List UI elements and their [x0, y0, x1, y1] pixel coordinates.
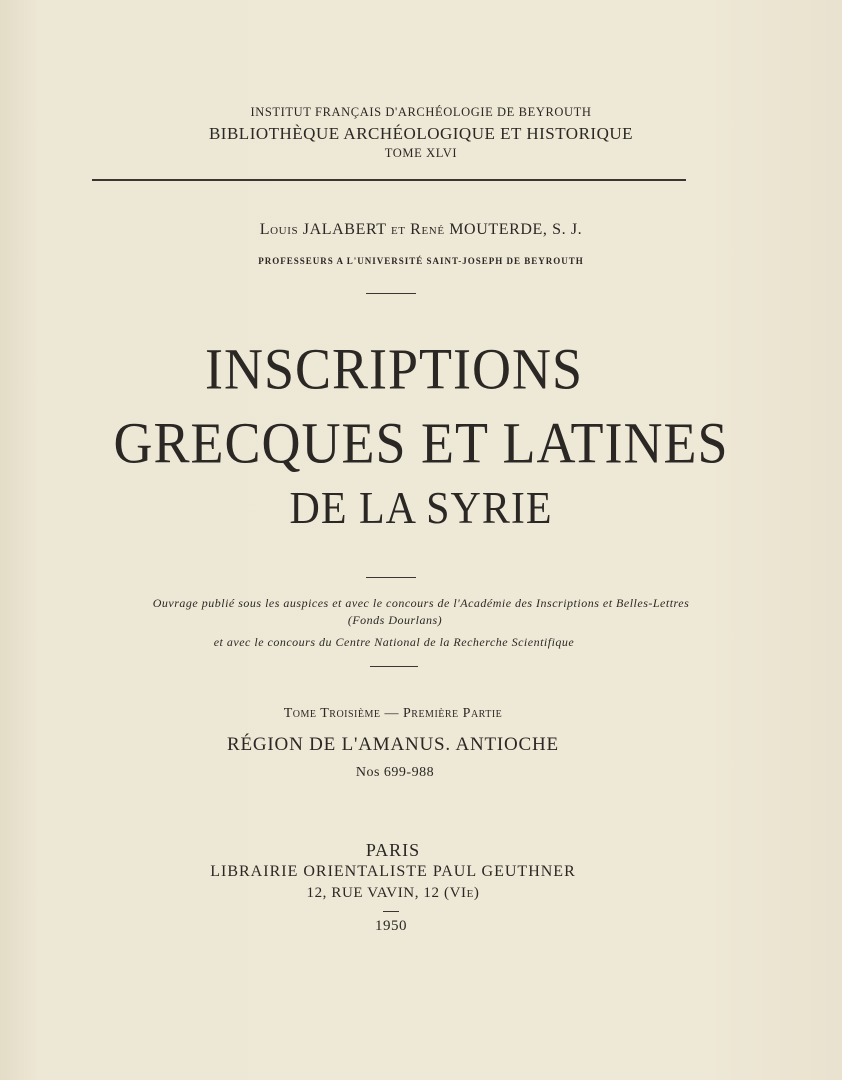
short-rule-3: [370, 666, 418, 667]
imprint-year: 1950: [375, 918, 407, 934]
publication-note-1: Ouvrage publié sous les auspices et avec le concours de l'Académie des Inscriptions et Belles-Lettres: [152, 596, 690, 610]
volume-region: RÉGION DE L'AMANUS. ANTIOCHE: [227, 734, 559, 755]
author-names: Louis JALABERT et René MOUTERDE, S. J.: [259, 221, 583, 238]
short-rule-1: [366, 293, 416, 294]
main-title-line-2: GRECQUES ET LATINES: [113, 410, 729, 476]
publication-note-3: et avec le concours du Centre National de la Recherche Scientifique: [213, 635, 575, 649]
main-title-line-1: INSCRIPTIONS: [204, 336, 584, 402]
institute-text: INSTITUT FRANÇAIS D'ARCHÉOLOGIE DE BEYROUTH: [250, 105, 592, 119]
header-rule: [92, 179, 686, 181]
series-tome: TOME XLVI: [384, 146, 458, 160]
volume-numbers: Nos 699-988: [355, 765, 435, 780]
imprint-address: 12, RUE VAVIN, 12 (VIe): [306, 885, 480, 901]
institute-line: [0, 103, 842, 121]
publication-note-2: (Fonds Dourlans): [347, 613, 443, 627]
main-title-line-3: DE LA SYRIE: [289, 484, 553, 534]
short-rule-4: [383, 911, 399, 912]
series-title: BIBLIOTHÈQUE ARCHÉOLOGIQUE ET HISTORIQUE: [208, 124, 634, 143]
volume-part: Tome Troisième — Première Partie: [283, 706, 503, 721]
author-affiliation: PROFESSEURS A L'UNIVERSITÉ SAINT-JOSEPH DE BEYROUTH: [258, 256, 584, 266]
short-rule-2: [366, 577, 416, 578]
imprint-publisher: LIBRAIRIE ORIENTALISTE PAUL GEUTHNER: [210, 863, 576, 880]
imprint-city: PARIS: [365, 840, 421, 860]
